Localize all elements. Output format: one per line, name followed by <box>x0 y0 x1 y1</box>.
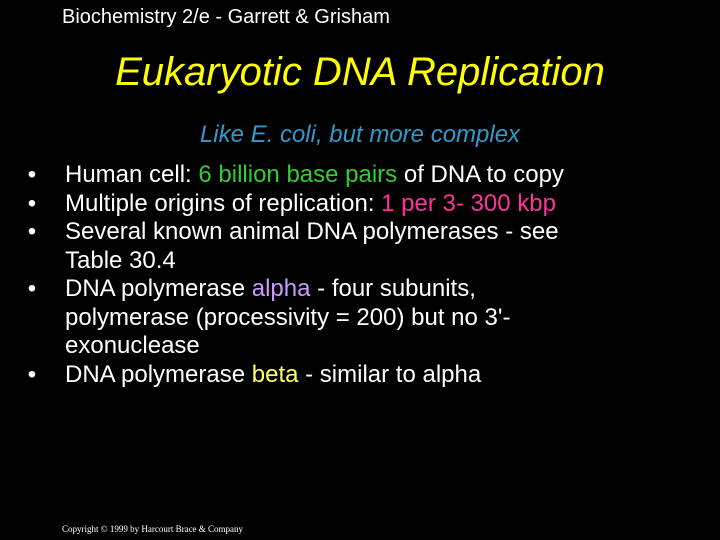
copyright-notice: Copyright © 1999 by Harcourt Brace & Company <box>62 524 244 534</box>
bullet-icon: • <box>27 275 37 302</box>
bullet-polymerase-alpha <box>25 275 705 361</box>
bullet-icon: • <box>27 218 37 245</box>
bullet-text: of DNA to copy <box>397 161 564 188</box>
bullet-text: Human cell: <box>65 161 199 188</box>
bullet-human-cell <box>25 161 705 190</box>
bullet-text: Several known animal DNA polymerases - see <box>65 218 559 245</box>
bullet-text: Multiple origins of replication: <box>65 189 382 217</box>
highlight-text: 1 per 3- 300 kbp <box>381 189 556 217</box>
slide-title: Eukaryotic DNA Replication <box>115 50 605 94</box>
bullet-text: - four subunits, <box>310 275 476 302</box>
bullet-polymerases <box>25 218 705 275</box>
bullet-text: DNA polymerase <box>65 275 252 302</box>
bullet-text: Table 30.4 <box>65 246 176 274</box>
bullet-multiple-origins <box>25 190 705 219</box>
slide-subtitle: Like E. coli, but more complex <box>199 121 521 148</box>
bullet-text: DNA polymerase <box>65 360 252 388</box>
highlight-text: beta <box>251 360 299 388</box>
highlight-text: alpha <box>251 275 311 302</box>
bullet-icon: • <box>27 189 37 217</box>
bullet-icon: • <box>27 161 37 188</box>
bullet-text: exonuclease <box>65 332 200 359</box>
bullet-text: polymerase (processivity = 200) but no 3'- <box>65 303 511 331</box>
bullet-text: - similar to alpha <box>298 360 482 388</box>
slide-header: Biochemistry 2/e - Garrett & Grisham <box>62 6 390 28</box>
bullet-list <box>25 161 705 389</box>
highlight-text: 6 billion base pairs <box>198 161 398 188</box>
bullet-icon: • <box>27 360 37 388</box>
bullet-polymerase-beta <box>25 361 705 390</box>
